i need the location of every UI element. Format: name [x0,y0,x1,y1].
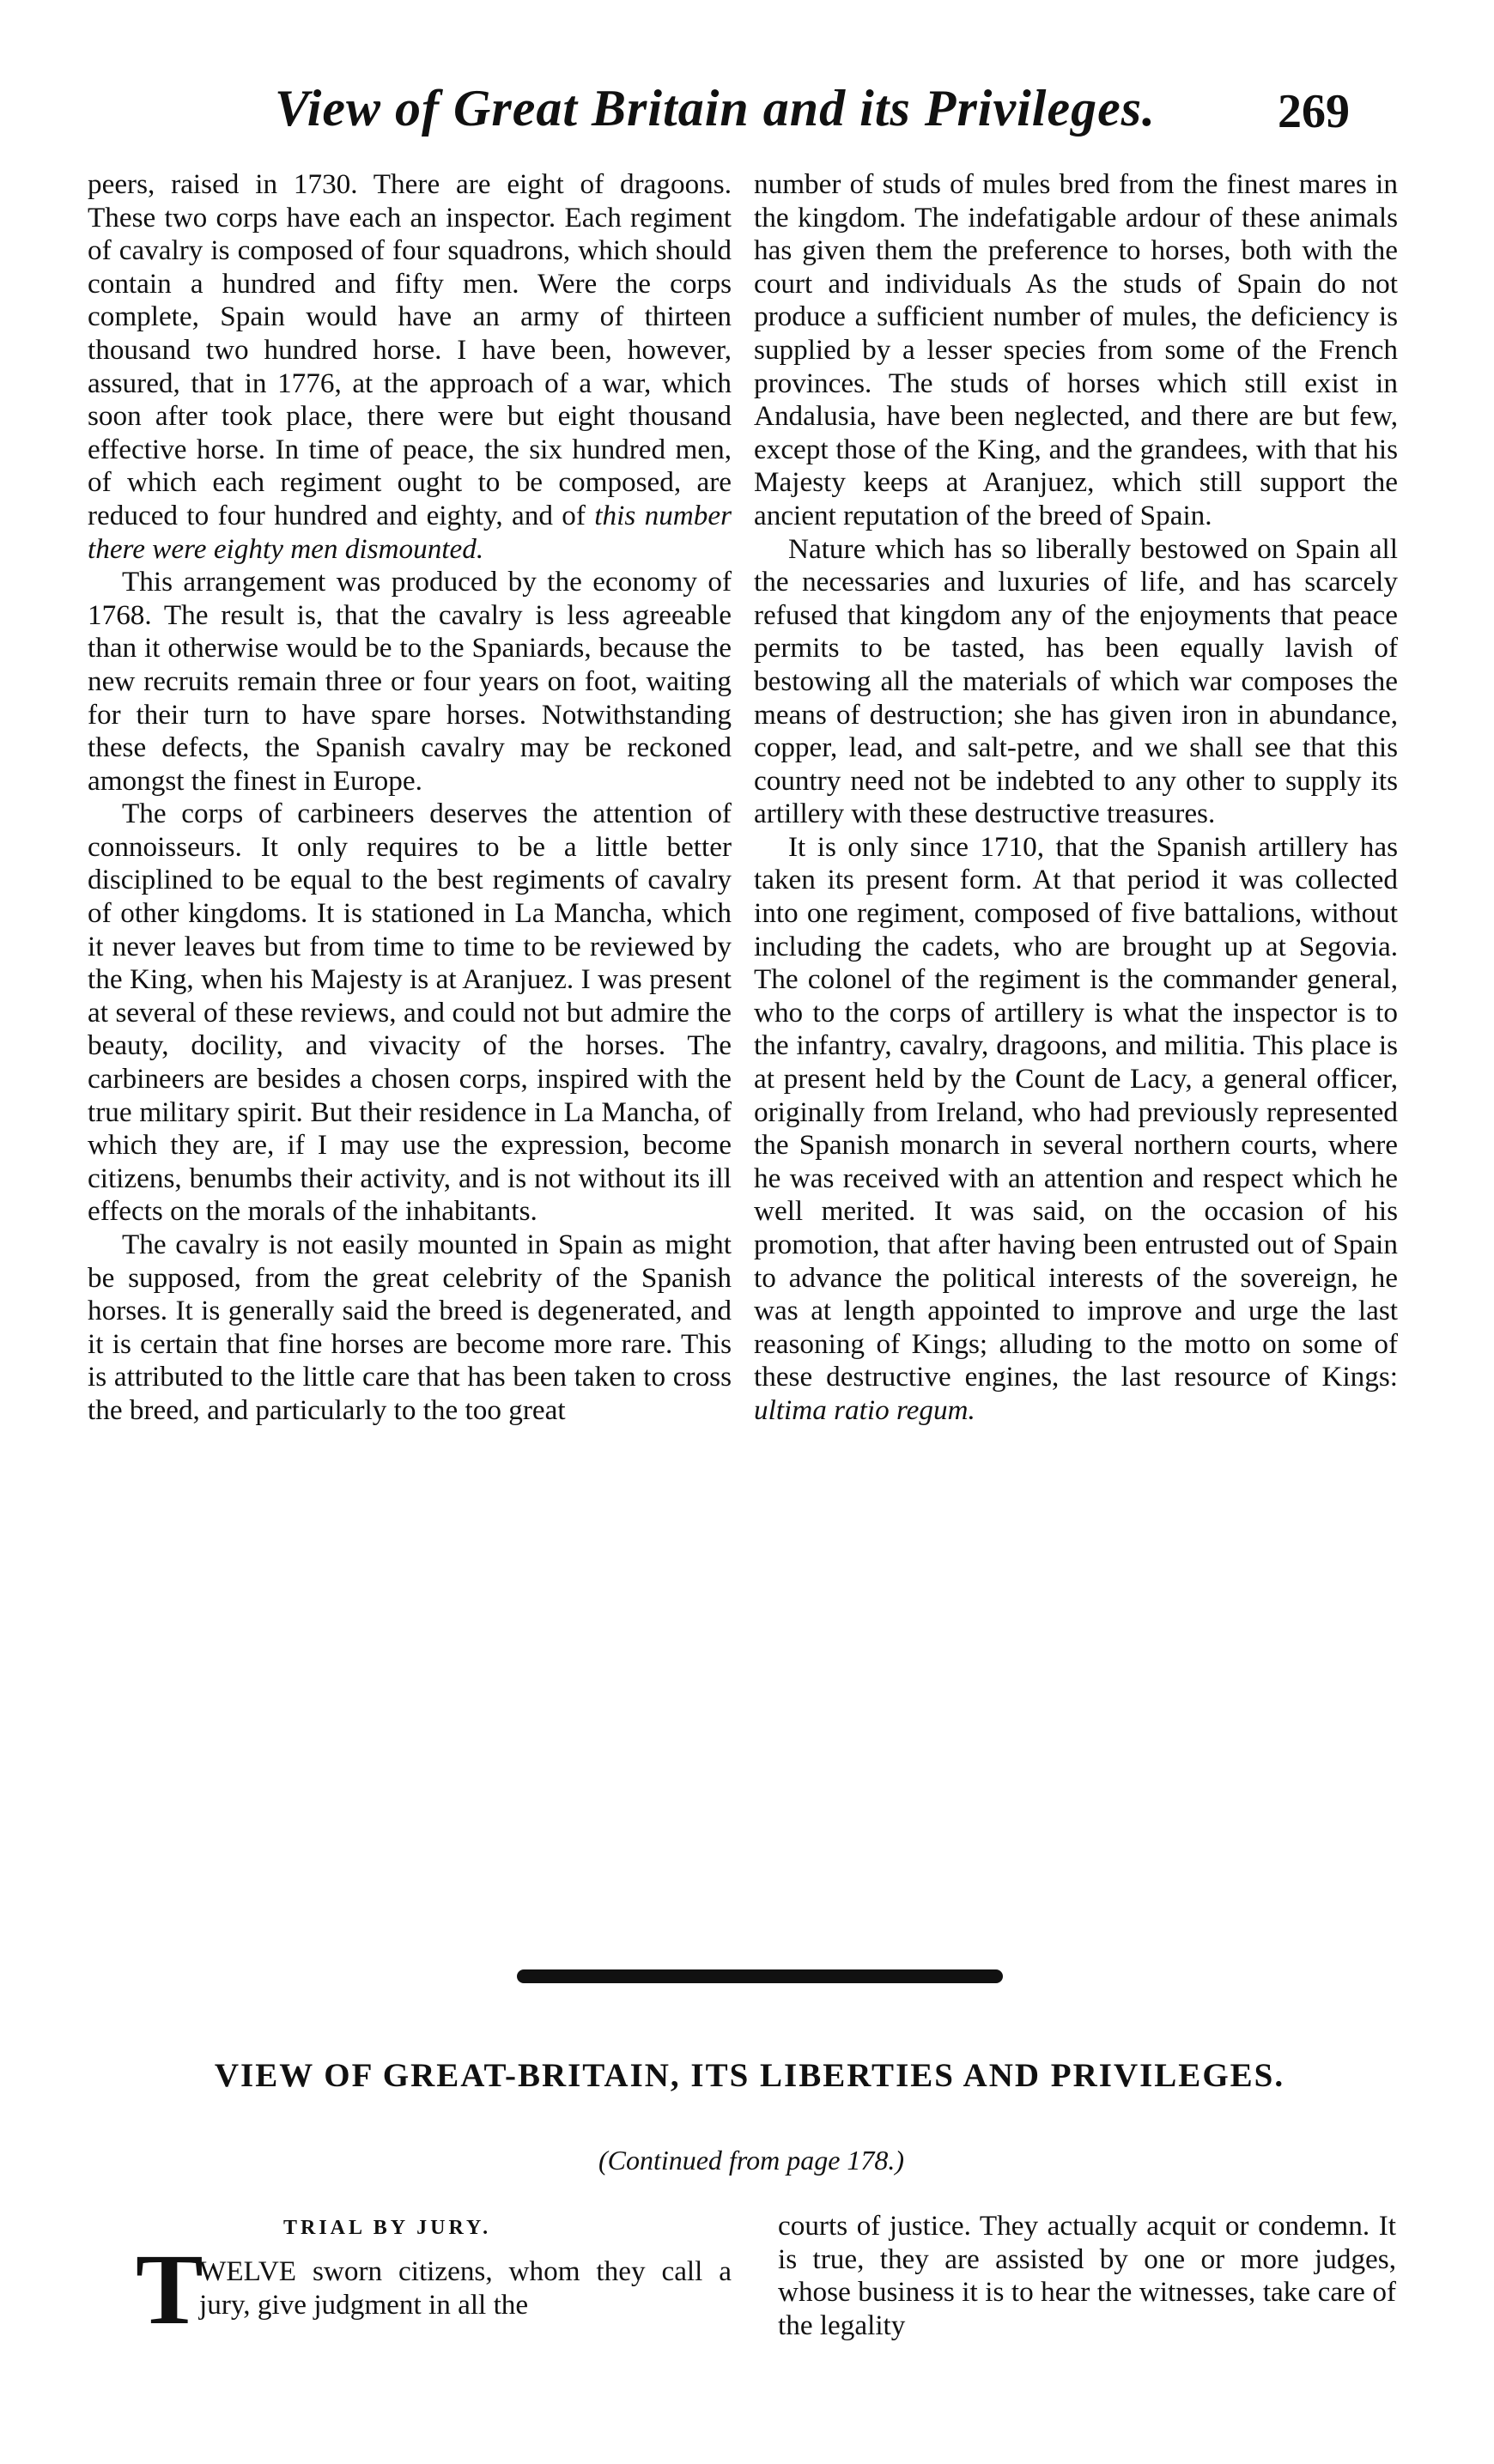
first-paragraph [199,2255,732,2321]
paragraph-text: It is only since 1710, that the Spanish artillery has taken its present form. At that period it was collected into one regiment, composed of five battalions, without including the cadets, who are brought up at Segovia. The colonel of the regiment is the commander general, who to the corps of artillery is what the inspector is to the infantry, cavalry, dragoons, and militia. This place is at present held by the Count de Lacy, a general officer, originally from Ireland, who had previously represented the Spanish monarch in several northern courts, where he was received with an attention and respect which he well merited. It was said, on the occasion of his promotion, that after having been entrusted out of Spain to advance the political interests of the sovereign, he was at length appointed to improve and urge the last reasoning of Kings; alluding to the motto on some of these destructive engines, the last resource of Kings: [754,830,1398,1393]
paragraph: The cavalry is not easily mounted in Spain as might be supposed, from the great celebrity of the Spanish horses. It is generally said the breed is degenerated, and it is certain that fine horses are become more rare. This is attributed to the little care that has been taken to cross the breed, and particularly to the too great [88,1229,732,1426]
page-number: 269 [1278,85,1350,138]
continued-note: (Continued from page 178.) [598,2145,905,2176]
drop-cap: T [136,2233,203,2346]
article-title: VIEW OF GREAT-BRITAIN, ITS LIBERTIES AND PRIVILEGES. [214,2057,1285,2094]
paragraph-text: peers, raised in 1730. There are eight of dragoons. These two corps have each an inspector. Each regiment of cavalry is composed of four squadrons, which should contain a hundred and fifty men. Were the corps complete, Spain would have an army of thirteen thousand two hundred horse. I have been, however, assured, that in 1776, at the approach of a war, which soon after took place, there were but eight thousand effective horse. In time of peace, the six hundred men, of which each regiment ought to be composed, are reduced to four hundred and eighty, and of [88,168,732,531]
paragraph: The corps of carbineers deserves the attention of connoisseurs. It only requires to be a little better disciplined to be equal to the best regiments of cavalry of other kingdoms. It is stationed in La Mancha, which it never leaves but from time to time to be reviewed by the King, when his Majesty is at Aranjuez. I was present at several of these reviews, and could not but admire the beauty, docility, and vivacity of the horses. The carbineers are besides a chosen corps, inspired with the true military spirit. But their residence in La Mancha, of which they are, if I may use the expression, become citizens, benumbs their activity, and is not without its ill effects on the morals of the inhabitants. [88,798,732,1228]
bottom-right-paragraph: courts of justice. They actually acquit or condemn. It is true, they are assisted by one or more judges, whose business it is to hear the witnesses, take care of the legality [778,2210,1396,2341]
paragraph: Nature which has so liberally bestowed on Spain all the necessaries and luxuries of life, and has scarcely refused that kingdom any of the enjoyments that peace permits to be tasted, has been equally lavish of bestowing all the materials of which war composes the means of destruction; she has given iron in abundance, copper, lead, and salt-petre, and we shall see that this country need not be indebted to any other to supply its artillery with these destructive treasures. [754,532,1398,830]
first-paragraph-text: sworn citizens, whom they call a jury, give judgment in all the [199,2255,732,2321]
paragraph [88,168,732,566]
section-heading: TRIAL BY JURY. [283,2217,492,2239]
first-word: WELVE [199,2255,297,2287]
section-divider [517,1969,1003,1983]
paragraph-italic-text: this number there were eighty men dismounted. [88,499,732,565]
motto-text: ultima ratio regum. [754,1393,975,1426]
right-column [754,168,1398,1428]
paragraph: This arrangement was produced by the economy of 1768. The result is, that the cavalry is less agreeable than it otherwise would be to the Spaniards, because the new recruits remain three or four years on foot, waiting for their turn to have spare horses. Notwithstanding these defects, the Spanish cavalry may be reckoned amongst the finest in Europe. [88,566,732,797]
paragraph: number of studs of mules bred from the finest mares in the kingdom. The indefatigable ardour of these animals has given them the preference to horses, both with the court and individuals As the studs of Spain do not produce a sufficient number of mules, the deficiency is supplied by a lesser species from some of the French provinces. The studs of horses which still exist in Andalusia, have been neglected, and there are but few, except those of the King, and the grandees, with that his Majesty keeps at Aranjuez, which still support the ancient reputation of the breed of Spain. [754,168,1398,531]
paragraph [754,831,1398,1428]
left-column [88,168,732,1428]
running-title: View of Great Britain and its Privileges. [275,80,1157,137]
